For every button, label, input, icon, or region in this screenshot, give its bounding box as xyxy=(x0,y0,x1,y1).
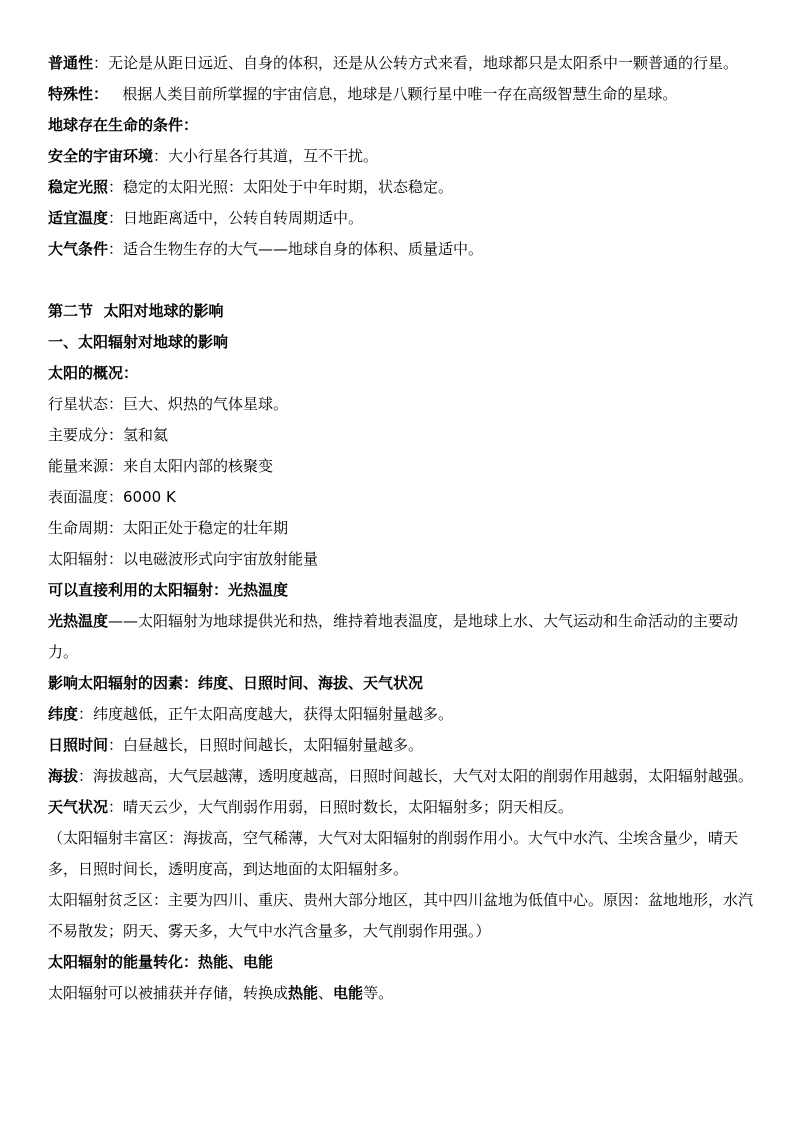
factor-sunshine: 日照时间：白昼越长，日照时间越长，太阳辐射量越多。 xyxy=(48,736,424,754)
paragraph-temperature: 适宜温度：日地距离适中，公转自转周期适中。 xyxy=(48,209,364,227)
sun-item: 能量来源：来自太阳内部的核聚变 xyxy=(48,457,274,475)
paragraph-energy: 太阳辐射可以被捕获并存储，转换成热能、电能等。 xyxy=(48,984,394,1002)
heading-life-conditions: 地球存在生命的条件： xyxy=(48,116,199,134)
term-universal: 普通性 xyxy=(48,54,94,72)
paragraph-safe-env: 安全的宇宙环境：大小行星各行其道，互不干扰。 xyxy=(48,147,379,165)
paragraph-rich-region: （太阳辐射丰富区：海拔高，空气稀薄，大气对太阳辐射的削弱作用小。大气中水汽、尘埃含量少，晴天多，日照时间长，透明度高，到达地面的太阳辐射多。 xyxy=(48,829,739,878)
factors-title: 影响太阳辐射的因素：纬度、日照时间、海拔、天气状况 xyxy=(48,674,424,692)
text-special: 根据人类目前所掌握的宇宙信息，地球是八颗行星中唯一存在高级智慧生命的星球。 xyxy=(108,85,678,103)
sun-item: 生命周期：太阳正处于稳定的壮年期 xyxy=(48,519,289,537)
spacer xyxy=(48,265,760,296)
paragraph-atmosphere: 大气条件：适合生物生存的大气——地球自身的体积、质量适中。 xyxy=(48,240,484,258)
energy-title: 太阳辐射的能量转化：热能、电能 xyxy=(48,953,274,971)
factor-weather: 天气状况：晴天云少，大气削弱作用弱，日照时数长，太阳辐射多；阴天相反。 xyxy=(48,798,574,816)
sun-item: 行星状态：巨大、炽热的气体星球。 xyxy=(48,395,289,413)
factor-latitude: 纬度：纬度越低，正午太阳高度越大，获得太阳辐射量越多。 xyxy=(48,705,454,723)
sun-item: 主要成分：氢和氦 xyxy=(48,426,169,444)
paragraph-stable-light: 稳定光照：稳定的太阳光照：太阳处于中年时期，状态稳定。 xyxy=(48,178,454,196)
text-universal: 无论是从距日远近、自身的体积，还是从公转方式来看，地球都只是太阳系中一颗普通的行星。 xyxy=(108,54,739,72)
sun-item: 表面温度：6000 K xyxy=(48,488,176,506)
paragraph-universal: 普通性：无论是从距日远近、自身的体积，还是从公转方式来看，地球都只是太阳系中一颗普通的行星。 xyxy=(48,54,739,72)
direct-use-title: 可以直接利用的太阳辐射：光热温度 xyxy=(48,581,289,599)
sun-item: 太阳辐射：以电磁波形式向宇宙放射能量 xyxy=(48,550,319,568)
term-special: 特殊性： xyxy=(48,85,109,103)
sun-overview-title: 太阳的概况： xyxy=(48,364,139,382)
factor-altitude: 海拔：海拔越高，大气层越薄，透明度越高，日照时间越长，大气对太阳的削弱作用越弱，太阳辐射越强。 xyxy=(48,767,754,785)
document-page xyxy=(48,48,760,1009)
paragraph-poor-region: 太阳辐射贫乏区：主要为四川、重庆、贵州大部分地区，其中四川盆地为低值中心。原因：盆地地形，水汽不易散发；阴天、雾天多，大气中水汽含量多，大气削弱作用强。） xyxy=(48,891,754,940)
paragraph-light-heat: 光热温度——太阳辐射为地球提供光和热，维持着地表温度，是地球上水、大气运动和生命活动的主要动力。 xyxy=(48,612,739,661)
subsection-heading: 一、太阳辐射对地球的影响 xyxy=(48,333,229,351)
paragraph-special xyxy=(48,79,760,110)
section-heading: 第二节 太阳对地球的影响 xyxy=(48,302,224,320)
